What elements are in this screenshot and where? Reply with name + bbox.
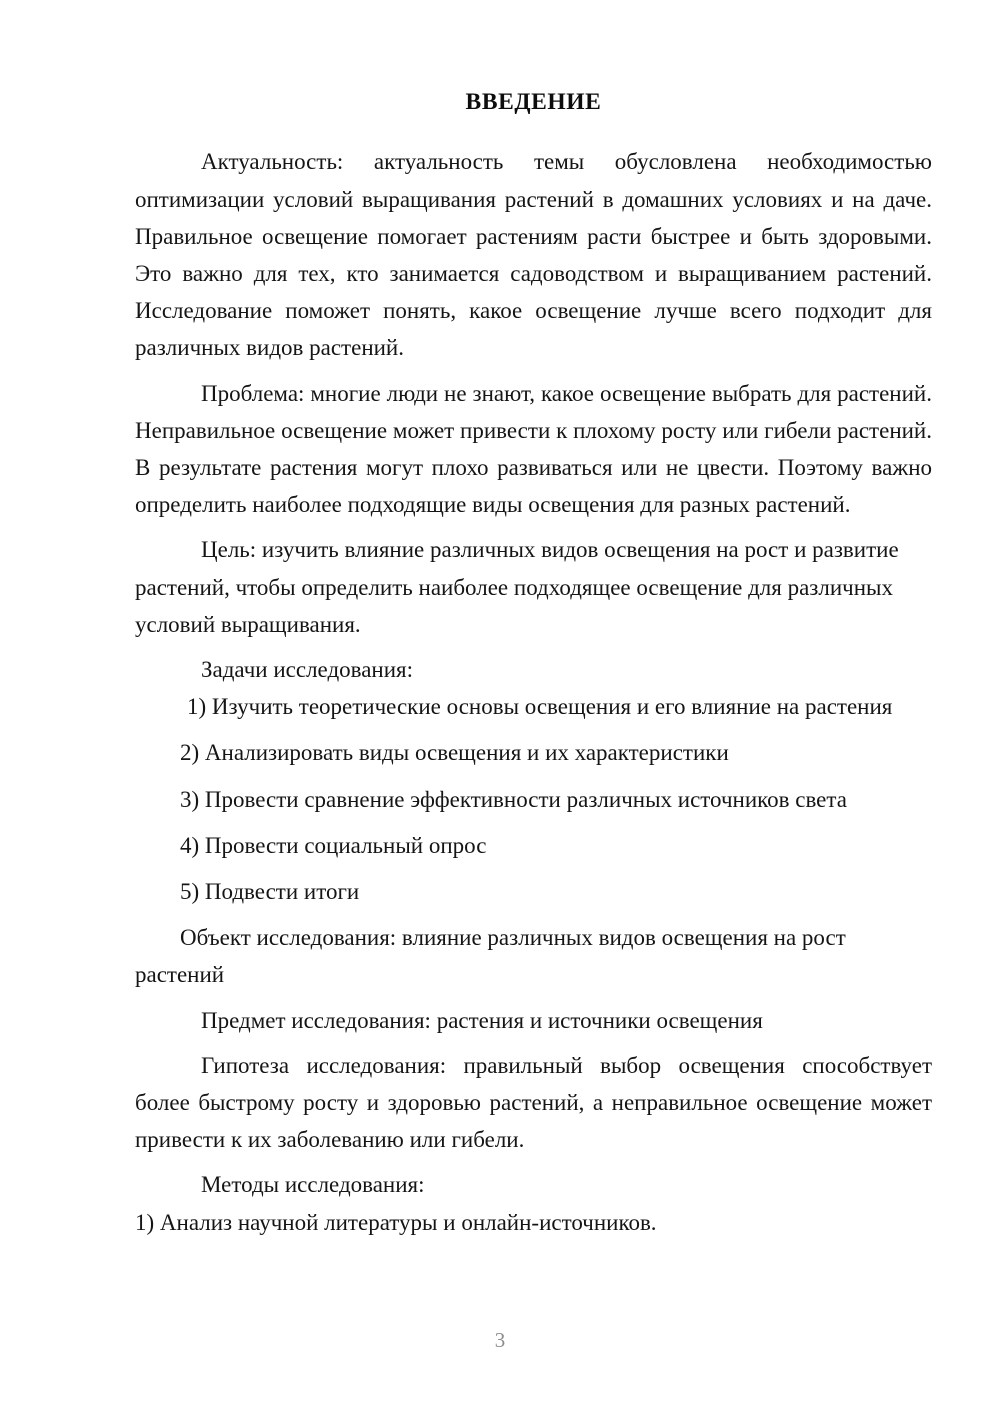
list-item-task-4: 4) Провести социальный опрос [180, 832, 487, 858]
list-item-method-1: 1) Анализ научной литературы и онлайн-источников. [135, 1209, 657, 1235]
page-title: ВВЕДЕНИЕ [465, 89, 602, 115]
list-item-task-3: 3) Провести сравнение эффективности различных источников света [180, 786, 847, 812]
tasks-label: Задачи исследования: [201, 657, 414, 683]
page-number: 3 [494, 1328, 506, 1352]
paragraph-problem: Проблема: многие люди не знают, какое освещение выбрать для растений. Неправильное освещение может привести к плохому росту или гибели растений. В результате растения могут плохо развиваться или не цвести. Поэтому важно определить наиболее подходящие виды освещения для разных растений. [135, 380, 932, 518]
paragraph-goal: Цель: изучить влияние различных видов освещения на рост и развитие растений, чтобы определить наиболее подходящее освещение для различных условий выращивания. [135, 537, 899, 637]
methods-label: Методы исследования: [201, 1172, 425, 1198]
list-item-task-2: 2) Анализировать виды освещения и их характеристики [180, 740, 729, 766]
methods-list [135, 1204, 932, 1241]
list-item-task-1: 1) Изучить теоретические основы освещения и его влияние на растения [187, 694, 893, 720]
tasks-list [135, 688, 932, 910]
paragraph-relevance: Актуальность: актуальность темы обусловлена необходимостью оптимизации условий выращивания растений в домашних условиях и на даче. Правильное освещение помогает растениям расти быстрее и быть здоровыми. Это важно для тех, кто занимается садоводством и выращиванием растений. Исследование поможет понять, какое освещение лучше всего подходит для различных видов растений. [135, 149, 932, 361]
list-item-task-5: 5) Подвести итоги [180, 879, 360, 905]
page-content [135, 88, 932, 1250]
paragraph-subject: Предмет исследования: растения и источники освещения [201, 1007, 763, 1033]
paragraph-object: Объект исследования: влияние различных видов освещения на рост растений [135, 925, 846, 988]
paragraph-hypothesis: Гипотеза исследования: правильный выбор освещения способствует более быстрому росту и здоровью растений, а неправильное освещение может привести к их заболеванию или гибели. [135, 1052, 932, 1153]
